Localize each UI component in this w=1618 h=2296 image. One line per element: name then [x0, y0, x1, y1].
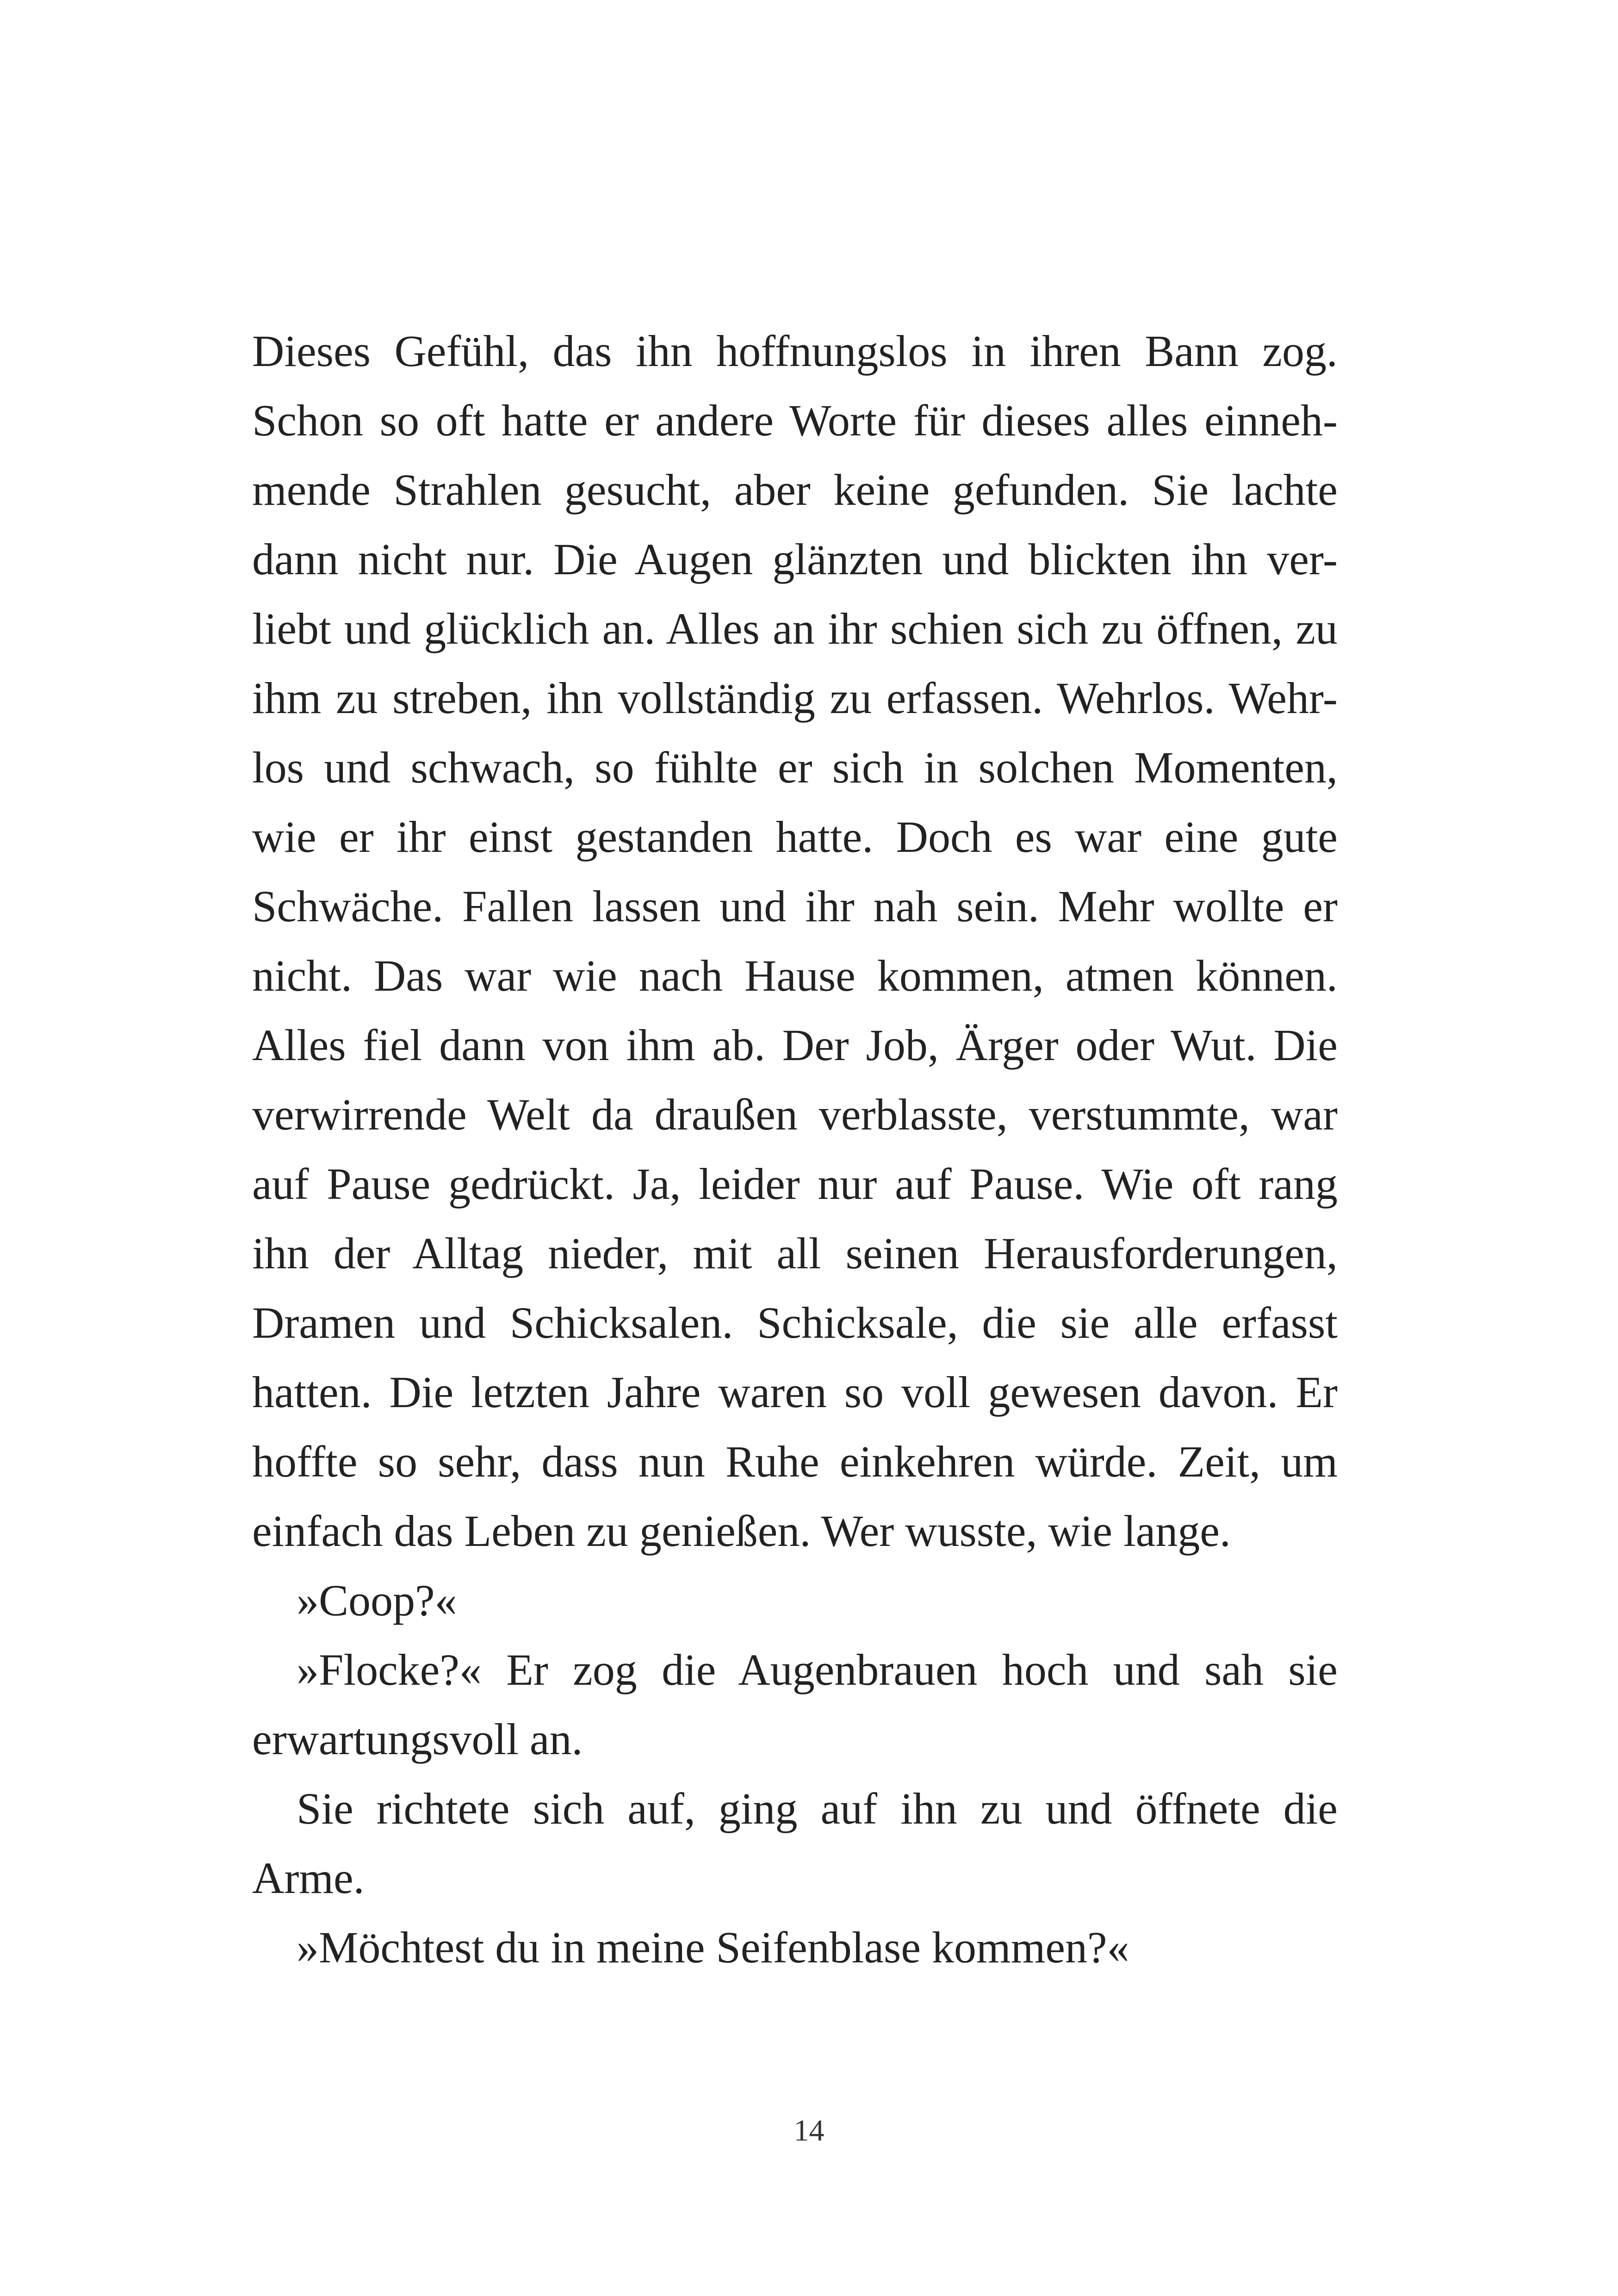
- text-line: mende Strahlen gesucht, aber keine gefunden. Sie lachte: [252, 465, 1338, 515]
- dialogue-line: »Flocke?« Er zog die Augenbrauen hoch und sah sie: [297, 1645, 1338, 1694]
- text-line: einfach das Leben zu genießen. Wer wusste, wie lange.: [252, 1506, 1231, 1556]
- text-line: Sie richtete sich auf, ging auf ihn zu und öffnete die: [297, 1784, 1338, 1833]
- text-line: auf Pause gedrückt. Ja, leider nur auf Pause. Wie oft rang: [252, 1159, 1338, 1209]
- text-line: los und schwach, so fühlte er sich in solchen Momenten,: [252, 743, 1338, 792]
- dialogue-line: »Coop?«: [297, 1576, 457, 1625]
- text-line: hatten. Die letzten Jahre waren so voll gewesen davon. Er: [252, 1367, 1338, 1417]
- text-line: dann nicht nur. Die Augen glänzten und blickten ihn ver-: [252, 534, 1338, 584]
- text-line: Dramen und Schicksalen. Schicksale, die sie alle erfasst: [252, 1298, 1338, 1347]
- text-line: verwirrende Welt da draußen verblasste, verstummte, war: [252, 1090, 1338, 1139]
- text-line: wie er ihr einst gestanden hatte. Doch es war eine gute: [252, 812, 1338, 862]
- dialogue-line: »Möchtest du in meine Seifenblase kommen?«: [297, 1923, 1129, 1972]
- text-line: liebt und glücklich an. Alles an ihr schien sich zu öffnen, zu: [252, 604, 1338, 653]
- text-line: ihn der Alltag nieder, mit all seinen Herausforderungen,: [252, 1229, 1338, 1278]
- body-text: [252, 316, 1338, 1982]
- text-line: Schon so oft hatte er andere Worte für dieses alles einneh-: [252, 396, 1338, 445]
- text-line: erwartungsvoll an.: [252, 1714, 583, 1764]
- text-line: Arme.: [252, 1853, 365, 1903]
- text-line: hoffte so sehr, dass nun Ruhe einkehren würde. Zeit, um: [252, 1437, 1338, 1486]
- text-line: Schwäche. Fallen lassen und ihr nah sein. Mehr wollte er: [252, 881, 1338, 931]
- page-number: 14: [794, 2114, 824, 2147]
- text-line: nicht. Das war wie nach Hause kommen, atmen können.: [252, 951, 1338, 1000]
- text-line: Dieses Gefühl, das ihn hoffnungslos in ihren Bann zog.: [252, 326, 1338, 376]
- text-line: ihm zu streben, ihn vollständig zu erfassen. Wehrlos. Wehr-: [252, 673, 1338, 723]
- text-line: Alles fiel dann von ihm ab. Der Job, Ärger oder Wut. Die: [252, 1020, 1338, 1070]
